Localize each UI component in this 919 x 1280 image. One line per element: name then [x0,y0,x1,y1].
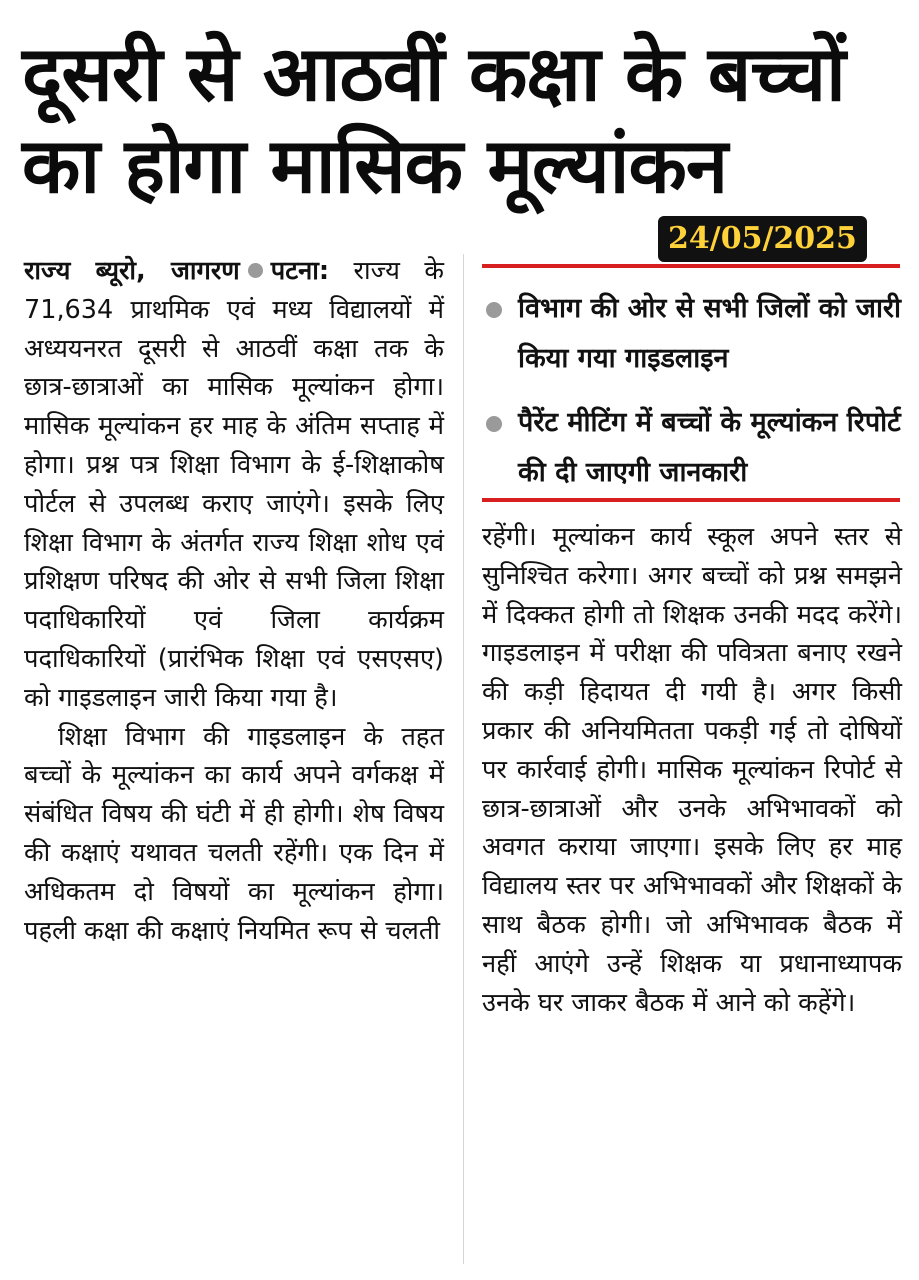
headline [22,28,902,212]
headline-line-1: दूसरी से आठवीं कक्षा के बच्चों [22,29,845,118]
highlights-box [484,284,904,512]
bullet-dot-icon [248,263,263,278]
column-divider [463,254,464,1264]
highlight-rule-top [482,264,900,268]
headline-line-2: का होगा मासिक मूल्यांकन [22,121,727,210]
bullet-dot-icon [486,416,502,432]
bullet-dot-icon [486,302,502,318]
byline: राज्य ब्यूरो, जागरण [24,256,240,286]
paragraph-1-text: राज्य के 71,634 प्राथमिक एवं मध्य विद्यालयों में अध्ययनरत दूसरी से आठवीं कक्षा तक के छात्र-छात्राओं का मासिक मूल्यांकन होगा। मासिक मूल्यांकन हर माह के अंतिम सप्ताह में होगा। प्रश्न पत्र शिक्षा विभाग के ई-शिक्षाकोष पोर्टल से उपलब्ध कराए जाएंगे। इसके लिए शिक्षा विभाग के अंतर्गत राज्य शिक्षा शोध एवं प्रशिक्षण परिषद की ओर से सभी जिला शिक्षा पदाधिकारियों एवं जिला कार्यक्रम पदाधिकारियों (प्रारंभिक शिक्षा एवं एसएसए) को गाइडलाइन जारी किया गया है। [24,256,445,713]
paragraph-2: शिक्षा विभाग की गाइडलाइन के तहत बच्चों के मूल्यांकन का कार्य अपने वर्गकक्ष में संबंधित विषय की घंटी में ही होगी। शेष विषय की कक्षाएं यथावत चलती रहेंगी। एक दिन में अधिकतम दो विषयों का मूल्यांकन होगा। पहली कक्षा की कक्षाएं नियमित रूप से चलती [24,721,444,946]
article-column-left [24,252,444,950]
highlight-item [484,284,904,384]
date-badge: 24/05/2025 [658,216,867,262]
highlight-text: विभाग की ओर से सभी जिलों को जारी किया गया गाइडलाइन [518,293,901,374]
article-column-right [482,518,902,1022]
highlight-rule-bottom [482,498,900,502]
highlight-item [484,398,904,498]
paragraph-3: रहेंगी। मूल्यांकन कार्य स्कूल अपने स्तर से सुनिश्चित करेगा। अगर बच्चों को प्रश्न समझने में दिक्कत होगी तो शिक्षक उनकी मदद करेंगे। गाइडलाइन में परीक्षा की पवित्रता बनाए रखने की कड़ी हिदायत दी गयी है। अगर किसी प्रकार की अनियमितता पकड़ी गई तो दोषियों पर कार्रवाई होगी। मासिक मूल्यांकन रिपोर्ट से छात्र-छात्राओं और उनके अभिभावकों को अवगत कराया जाएगा। इसके लिए हर माह विद्यालय स्तर पर अभिभावकों और शिक्षकों के साथ बैठक होगी। जो अभिभावक बैठक में नहीं आएंगे उन्हें शिक्षक या प्रधानाध्यापक उनके घर जाकर बैठक में आने को कहेंगे। [482,522,902,1018]
highlight-text: पैरेंट मीटिंग में बच्चों के मूल्यांकन रिपोर्ट की दी जाएगी जानकारी [518,407,901,488]
dateline: पटना: [270,256,330,286]
lead-paragraph [24,252,444,718]
